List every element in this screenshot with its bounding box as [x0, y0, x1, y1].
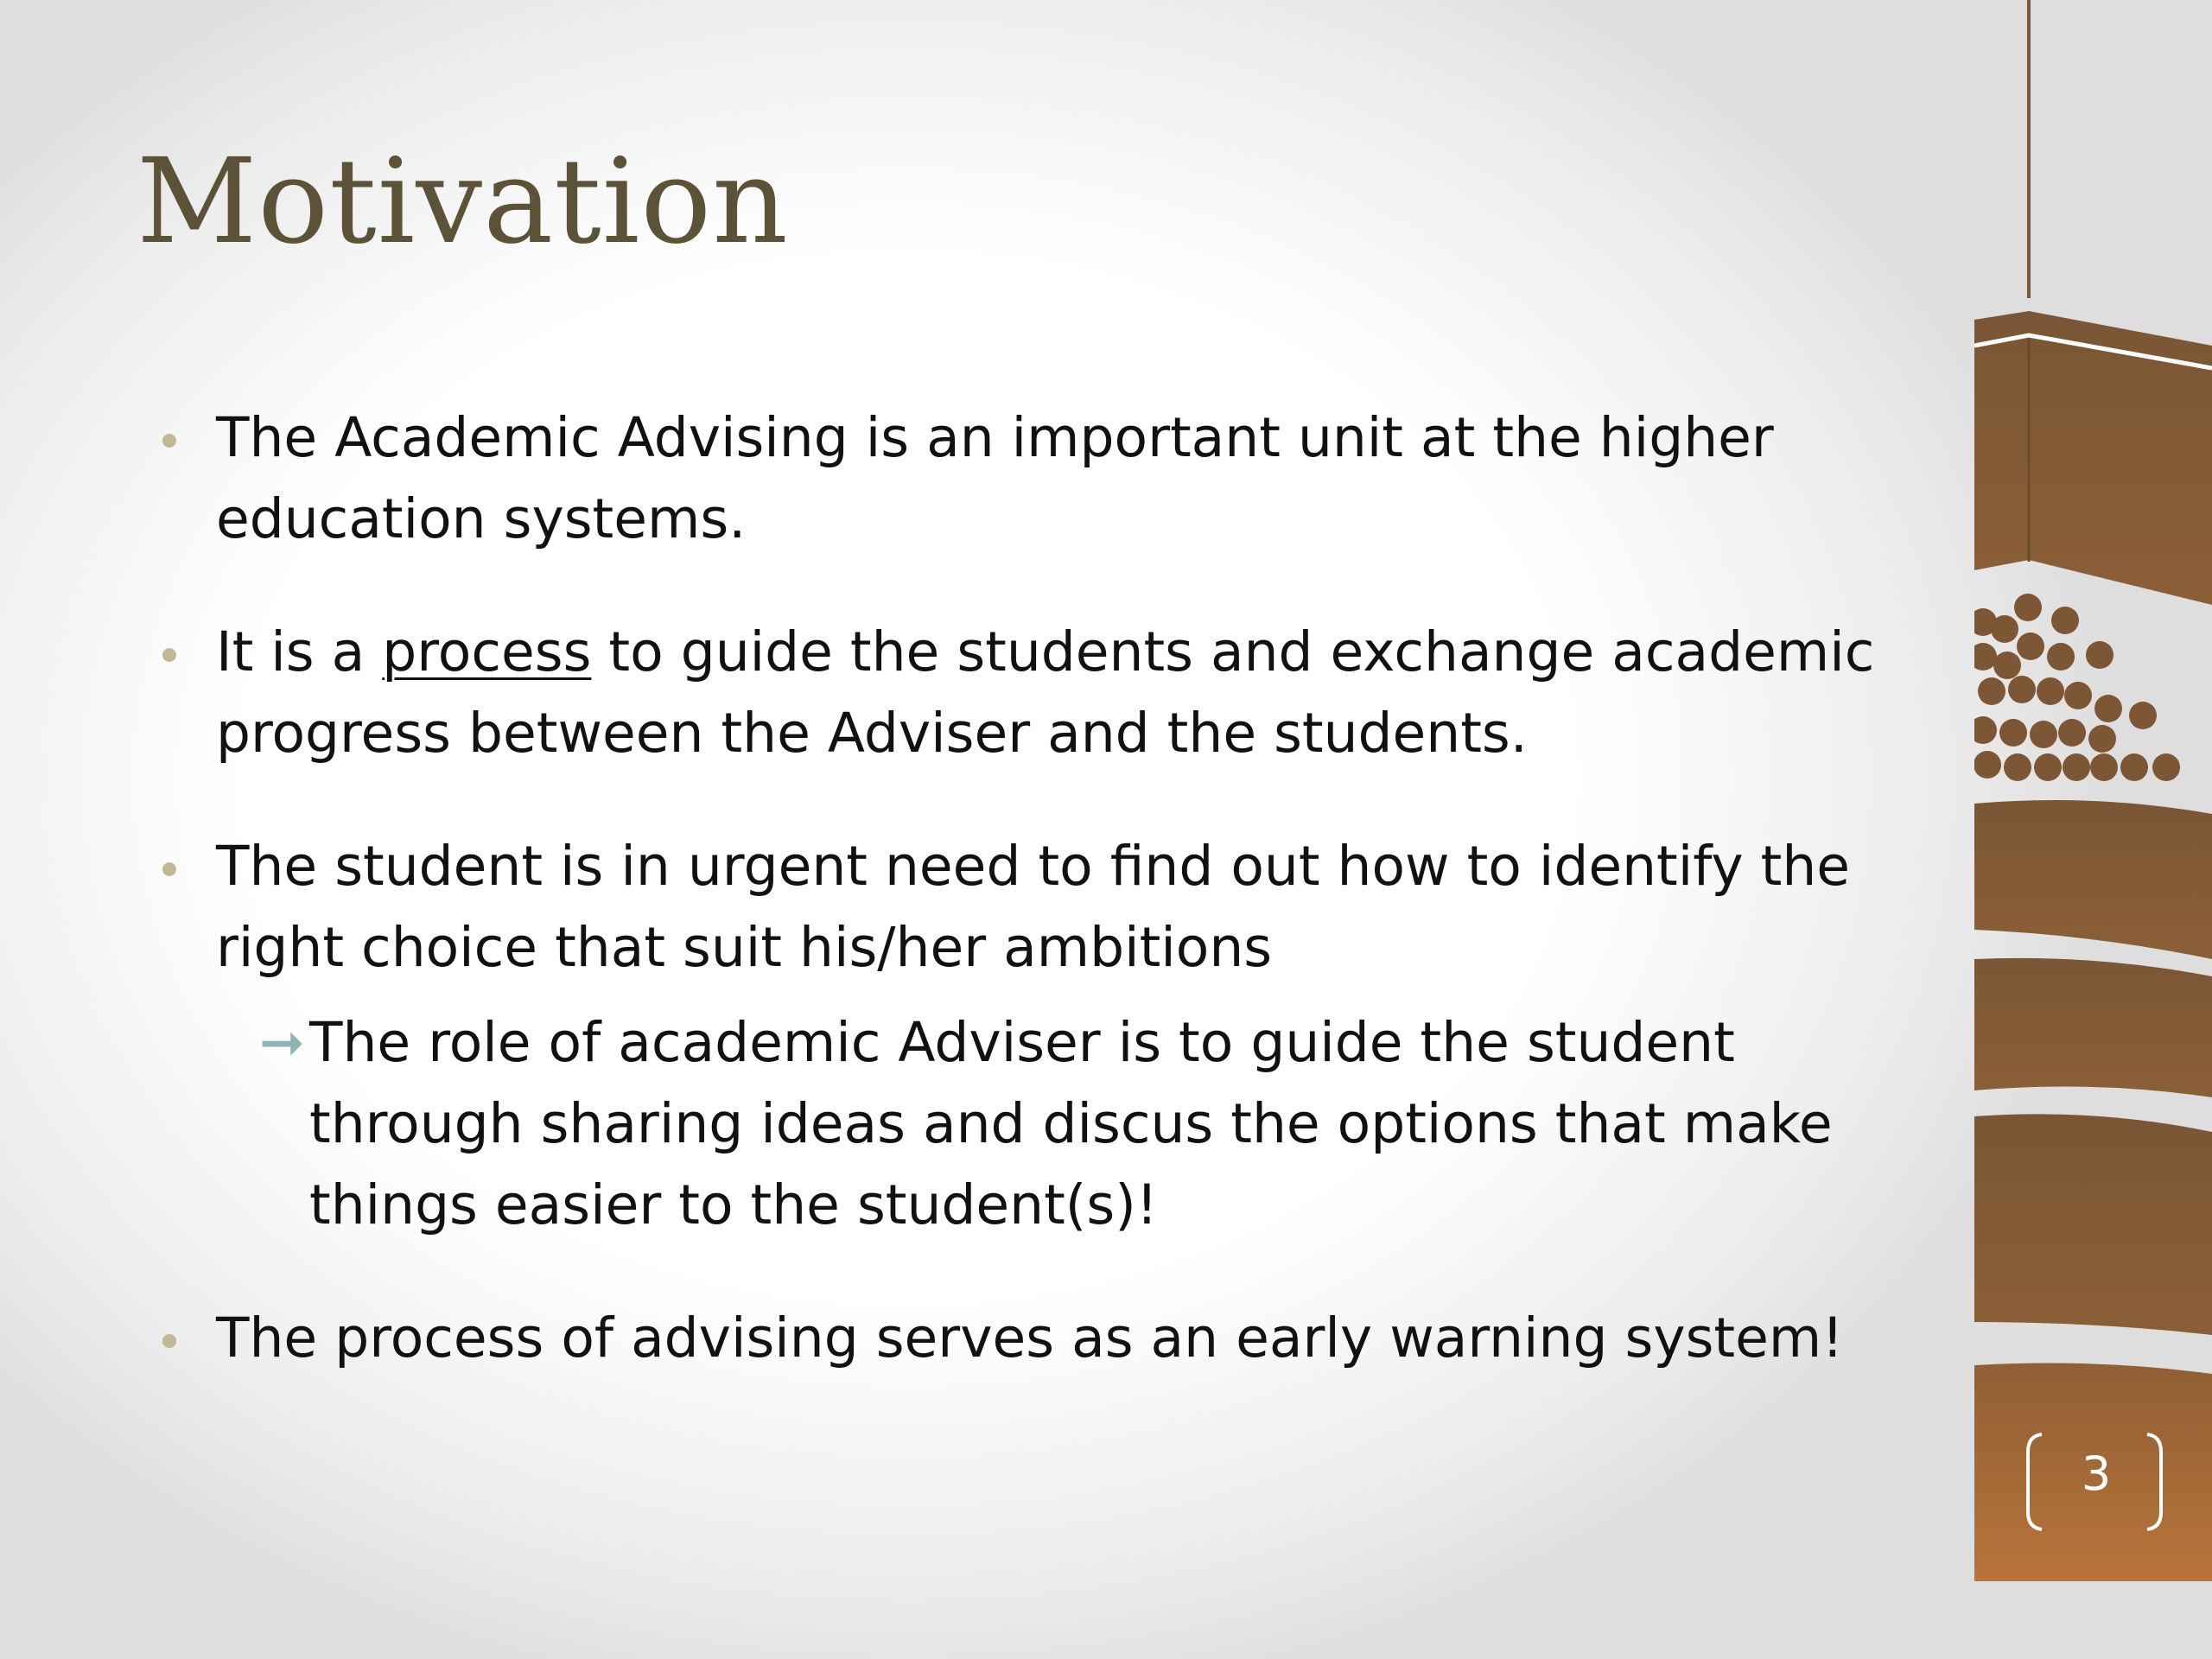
bullet-text-start: It is a	[216, 620, 383, 683]
bullet-item	[156, 1298, 1927, 1379]
bullet-text: The process of advising serves as an early warning system!	[216, 1306, 1844, 1370]
bullet-list	[156, 397, 1927, 1379]
bullet-dot-icon	[162, 648, 176, 662]
underlined-keyword: process	[382, 620, 592, 683]
bullet-item	[156, 826, 1927, 1246]
sub-bullet	[216, 1002, 1927, 1246]
bullet-item	[156, 612, 1927, 774]
bullet-dot-icon	[162, 434, 176, 448]
roof-shape	[1974, 311, 2212, 605]
stripe-3	[1974, 1114, 2212, 1335]
dots-cluster	[1974, 594, 2180, 781]
slide-title: Motivation	[137, 134, 789, 270]
bullet-text: The Academic Advising is an important unit at the higher education systems.	[216, 406, 1774, 550]
decorative-side-graphic	[1974, 0, 2212, 1659]
bullet-dot-icon	[162, 862, 176, 876]
bullet-text-end: to guide the students and exchange academic progress between the Adviser and the students.	[216, 620, 1875, 765]
stripe-2	[1974, 958, 2212, 1097]
stripe-1	[1974, 800, 2212, 959]
arrow-right-icon: ➞	[259, 1011, 305, 1074]
bullet-item	[156, 397, 1927, 560]
page-number: 3	[2081, 1446, 2112, 1501]
sub-bullet-text: The role of academic Adviser is to guide the student through sharing ideas and discus the options that make things easier to the student(s)!	[309, 1011, 1833, 1236]
bullet-text: The student is in urgent need to find out how to identify the right choice that suit his/her ambitions	[216, 835, 1851, 979]
bullet-dot-icon	[162, 1334, 176, 1348]
